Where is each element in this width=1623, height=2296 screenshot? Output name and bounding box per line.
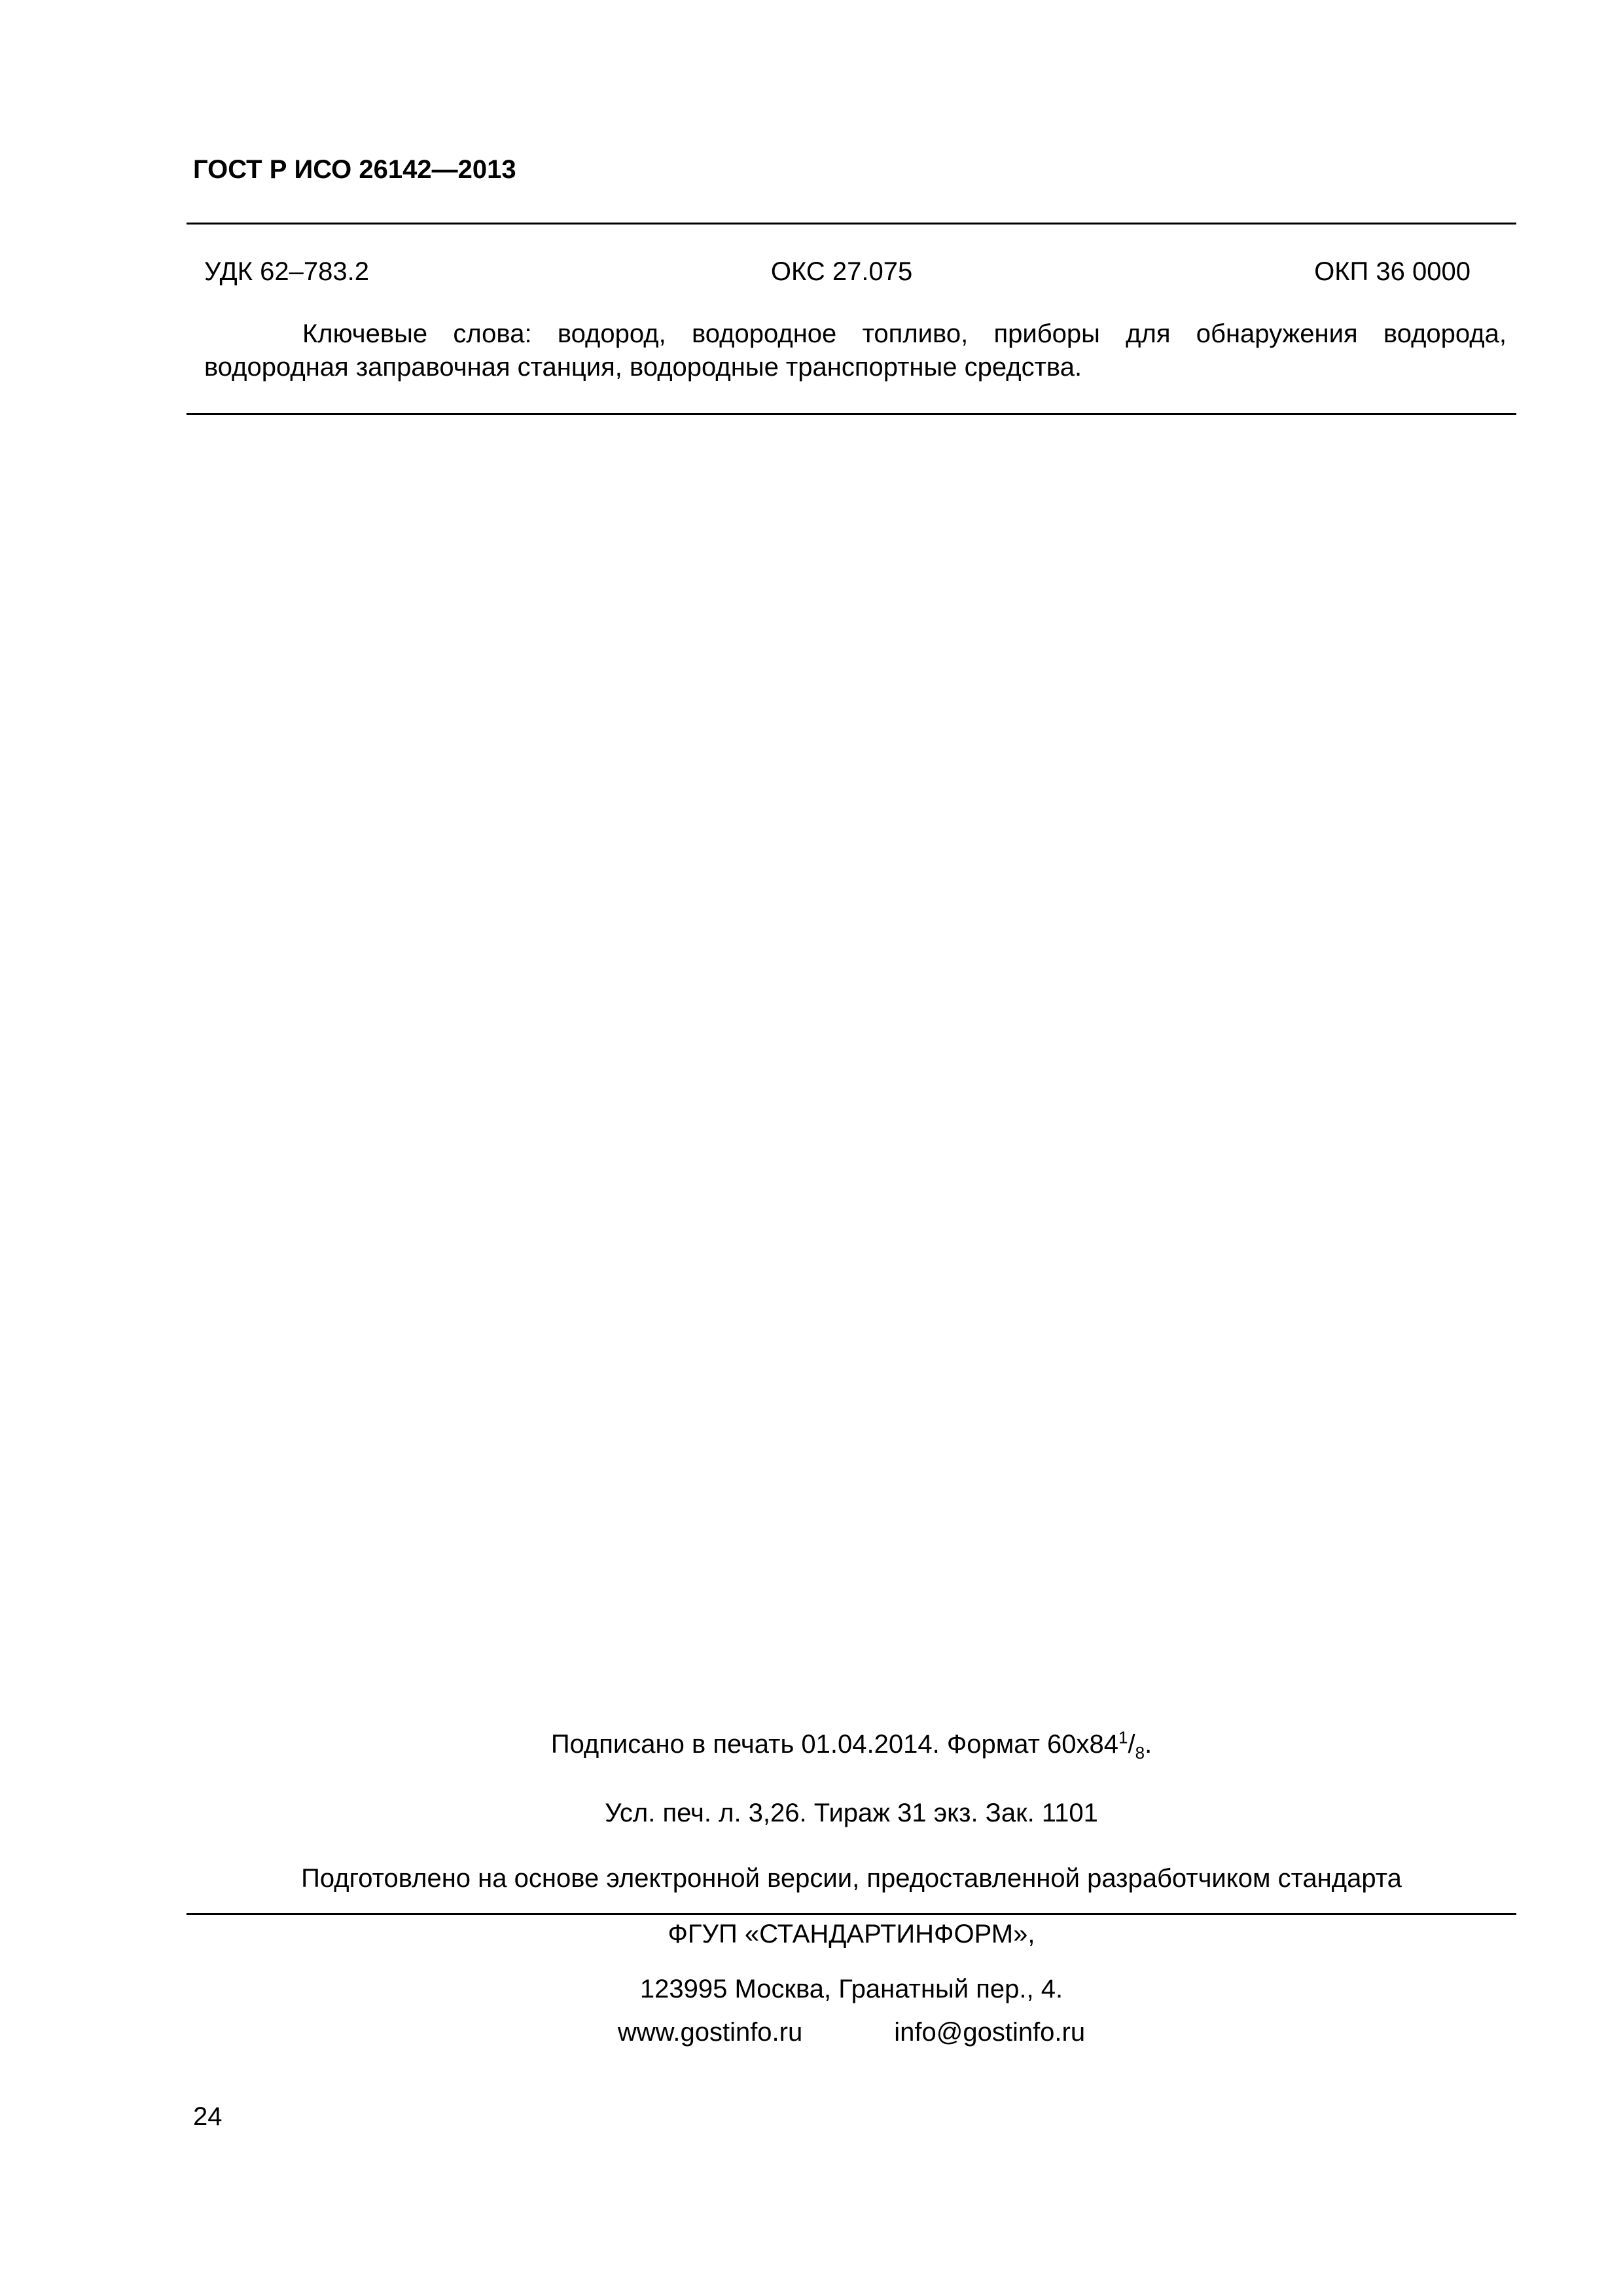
prepared-note: Подготовлено на основе электронной версии, предоставленной разработчиком стандарта: [301, 1864, 1402, 1893]
udk-code: УДК 62–783.2: [204, 257, 369, 286]
classification-row: [204, 257, 1471, 287]
format-numerator: 1: [1118, 1727, 1128, 1748]
signed-text: Подписано в печать 01.04.2014. Формат 60x84: [550, 1730, 1118, 1759]
website-link[interactable]: www.gostinfo.ru: [617, 2018, 803, 2047]
document-code: ГОСТ Р ИСО 26142—2013: [193, 155, 516, 184]
print-details: Усл. печ. л. 3,26. Тираж 31 экз. Зак. 1101: [605, 1799, 1098, 1827]
page-number: 24: [193, 2102, 223, 2131]
publisher-contacts: [187, 2018, 1516, 2047]
okp-code: ОКП 36 0000: [1314, 257, 1471, 286]
oks-code: ОКС 27.075: [770, 257, 913, 286]
format-denominator: 8: [1135, 1743, 1145, 1763]
format-end: .: [1145, 1730, 1152, 1759]
keywords-paragraph: Ключевые слова: водород, водородное топливо, приборы для обнаружения водорода, водородная заправочная станция, водородные транспортные средства.: [204, 319, 1507, 382]
keywords-divider: [187, 413, 1516, 415]
top-divider: [187, 223, 1516, 224]
email-link[interactable]: info@gostinfo.ru: [894, 2018, 1086, 2047]
publisher-name: ФГУП «СТАНДАРТИНФОРМ»,: [668, 1920, 1035, 1948]
signed-line: [187, 1727, 1516, 1763]
publisher-address: 123995 Москва, Гранатный пер., 4.: [639, 1975, 1063, 2003]
publisher-divider: [187, 1913, 1516, 1915]
format-slash: /: [1128, 1730, 1135, 1759]
